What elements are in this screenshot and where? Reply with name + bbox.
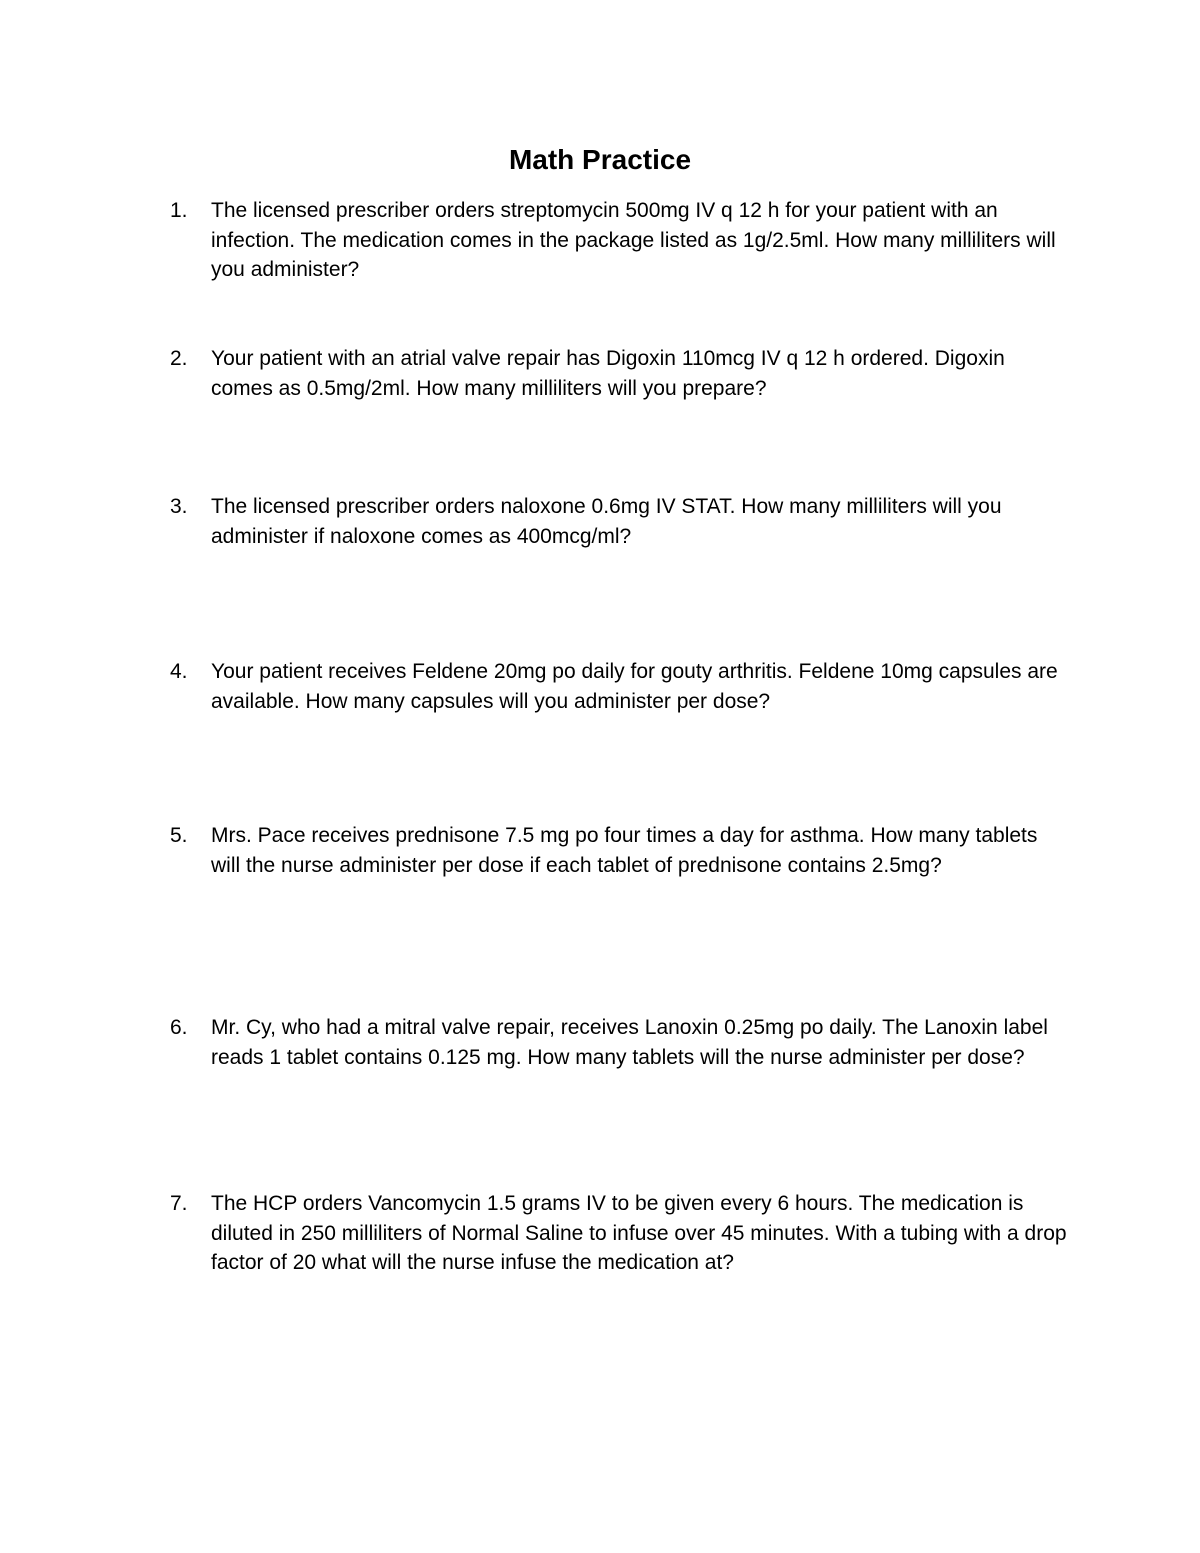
question-number: 1.	[170, 199, 188, 222]
question-item	[170, 344, 1070, 403]
question-number: 2.	[170, 347, 188, 370]
question-text: The HCP orders Vancomycin 1.5 grams IV to be given every 6 hours. The medication is diluted in 250 milliliters of Normal Saline to infuse over 45 minutes. With a tubing with a drop factor of 20 what will the nurse infuse the medication at?	[211, 1192, 1067, 1274]
question-text: Your patient receives Feldene 20mg po daily for gouty arthritis. Feldene 10mg capsules are available. How many capsules will you administer per dose?	[211, 660, 1058, 713]
question-text: Your patient with an atrial valve repair has Digoxin 110mcg IV q 12 h ordered. Digoxin comes as 0.5mg/2ml. How many milliliters will you prepare?	[211, 347, 1005, 400]
question-text: Mr. Cy, who had a mitral valve repair, receives Lanoxin 0.25mg po daily. The Lanoxin label reads 1 tablet contains 0.125 mg. How many tablets will the nurse administer per dose?	[211, 1016, 1048, 1069]
question-text: The licensed prescriber orders streptomycin 500mg IV q 12 h for your patient with an infection. The medication comes in the package listed as 1g/2.5ml. How many milliliters will you administer?	[211, 199, 1056, 281]
question-number: 7.	[170, 1192, 188, 1215]
question-number: 5.	[170, 824, 188, 847]
question-text: The licensed prescriber orders naloxone 0.6mg IV STAT. How many milliliters will you administer if naloxone comes as 400mcg/ml?	[211, 495, 1002, 548]
question-number: 6.	[170, 1016, 188, 1039]
question-number: 3.	[170, 495, 188, 518]
question-item	[170, 1013, 1070, 1072]
question-number: 4.	[170, 660, 188, 683]
question-item	[170, 492, 1070, 551]
question-item	[170, 821, 1070, 880]
page-title: Math Practice	[508, 144, 692, 175]
question-item	[170, 196, 1070, 285]
question-item	[170, 1189, 1070, 1278]
question-item	[170, 657, 1070, 716]
question-text: Mrs. Pace receives prednisone 7.5 mg po four times a day for asthma. How many tablets will the nurse administer per dose if each tablet of prednisone contains 2.5mg?	[211, 824, 1038, 877]
